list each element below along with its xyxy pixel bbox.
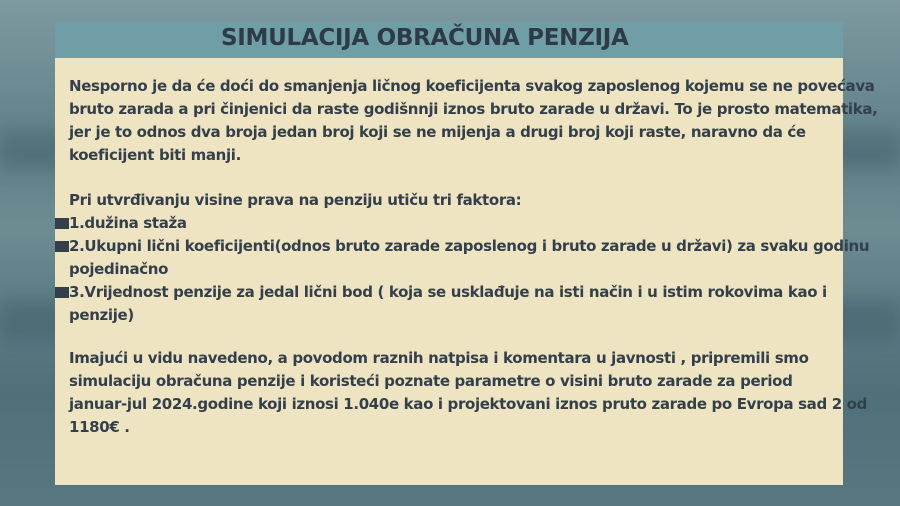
list-item	[69, 281, 839, 327]
factor-text: pojedinačno	[69, 260, 169, 278]
paragraph-line: jer je to odnos dva broja jedan broj koji se ne mijenja a drugi broj koji raste, naravno da će	[69, 123, 806, 141]
factor-text: 3.Vrijednost penzije za jedal lični bod ( koja se usklađuje na isti način i u istim rokovima kao i	[69, 283, 827, 301]
paragraph-line: koeficijent biti manji.	[69, 146, 241, 164]
paragraph-line: Imajući u vidu navedeno, a povodom raznih natpisa i komentara u javnosti , pripremili smo	[69, 349, 809, 367]
paragraph-line: Nesporno je da će doći do smanjenja ličnog koeficijenta svakog zaposlenog kojemu se ne povećava	[69, 77, 875, 95]
paragraph-line: bruto zarada a pri činjenici da raste godišnnji iznos bruto zarade u državi. To je prosto matematika,	[69, 100, 878, 118]
list-item	[69, 235, 870, 281]
slide-content	[55, 58, 878, 485]
title-bar	[55, 22, 843, 58]
list-item	[69, 212, 839, 235]
bullet-icon	[55, 241, 69, 252]
intro-paragraph	[69, 75, 878, 167]
paragraph-line: simulaciju obračuna penzije i koristeći poznate parametre o visini bruto zarade za period	[69, 372, 793, 390]
bullet-icon	[55, 218, 69, 229]
factor-text: 2.Ukupni lični koeficijenti(odnos bruto zarade zaposlenog i bruto zarade u državi) za svaku godinu	[69, 237, 870, 255]
factor-text: penzije)	[69, 306, 134, 324]
factor-text: 1.dužina staža	[69, 214, 187, 232]
bullet-icon	[55, 287, 69, 298]
factors-section	[69, 189, 870, 327]
conclusion-paragraph	[69, 347, 868, 439]
paragraph-line: 1180€ .	[69, 418, 130, 436]
paragraph-line: januar-jul 2024.godine koji iznosi 1.040e kao i projektovani iznos pruto zarade po Evropa sad 2 od	[69, 395, 868, 413]
factors-intro: Pri utvrđivanju visine prava na penziju utiču tri faktora:	[69, 191, 522, 209]
slide-title: SIMULACIJA OBRAČUNA PENZIJA	[221, 25, 629, 51]
